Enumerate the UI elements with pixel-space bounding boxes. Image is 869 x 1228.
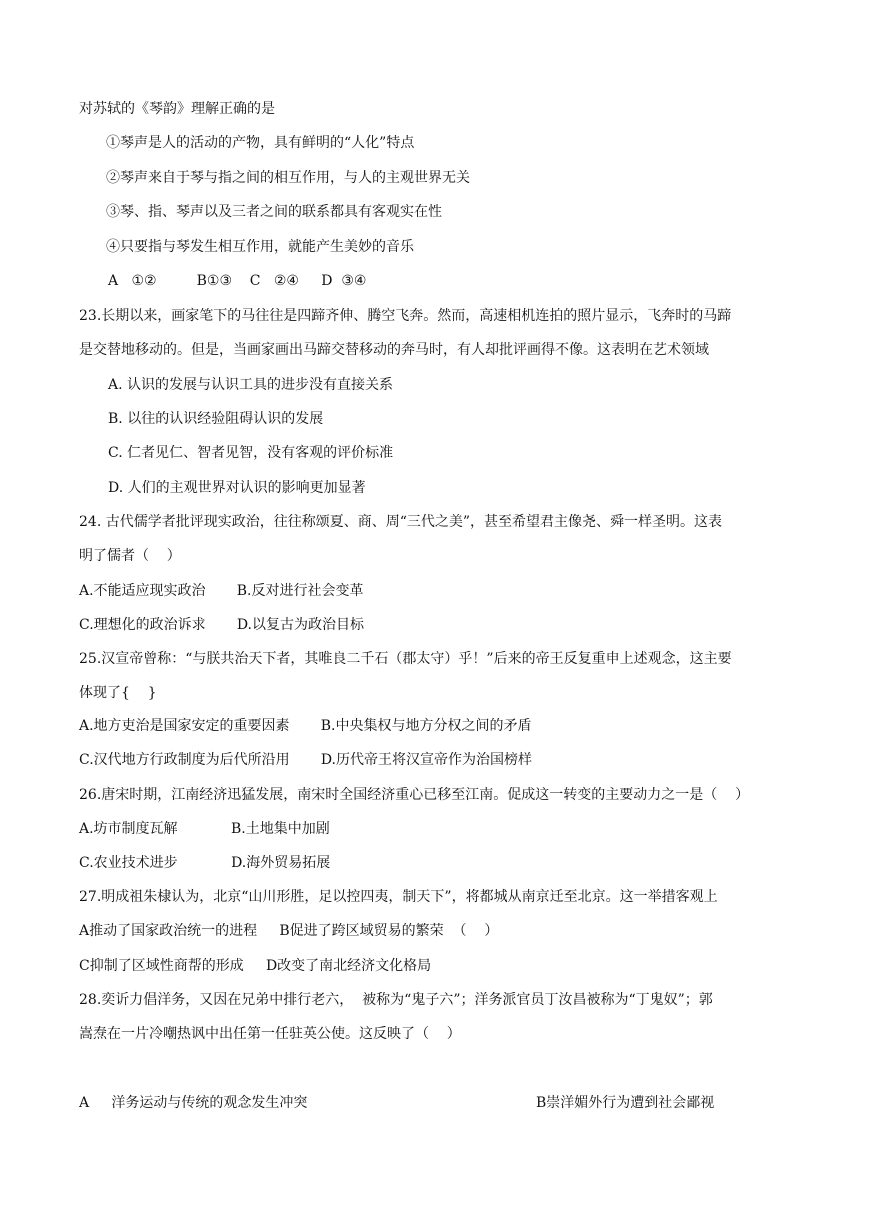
q25-stem-line2: 体现了{ } <box>79 685 157 701</box>
q23-option-b: B. 以往的认识经验阻碍认识的发展 <box>108 411 324 427</box>
q23-option-a: A. 认识的发展与认识工具的进步没有直接关系 <box>108 377 394 393</box>
q22-stem: 对苏轼的《琴韵》理解正确的是 <box>79 101 275 117</box>
q23-option-c: C. 仁者见仁、智者见智，没有客观的评价标准 <box>108 445 394 461</box>
q26-options-row1: A.坊市制度瓦解 B.土地集中加剧 <box>79 821 330 837</box>
q22-options: A ①② B①③ C ②④ D ③④ <box>108 273 367 289</box>
q27-options-row1: A推动了国家政治统一的进程 B促进了跨区域贸易的繁荣 （ ） <box>79 923 499 939</box>
q23-option-d: D. 人们的主观世界对认识的影响更加显著 <box>108 480 366 496</box>
q28-stem-line1: 28.奕䜣力倡洋务，又因在兄弟中排行老六， 被称为“鬼子六”；洋务派官员丁汝昌被称为“丁鬼奴”；郭 <box>79 992 713 1008</box>
q22-item-4: ④只要指与琴发生相互作用，就能产生美妙的音乐 <box>106 239 414 255</box>
q25-options-row1: A.地方吏治是国家安定的重要因素 B.中央集权与地方分权之间的矛盾 <box>79 718 532 734</box>
q28-option-b: B崇洋媚外行为遭到社会鄙视 <box>536 1095 715 1111</box>
q23-stem-line2: 是交替地移动的。但是，当画家画出马蹄交替移动的奔马时，有人却批评画得不像。这表明在艺术领域 <box>79 342 709 358</box>
q26-options-row2: C.农业技术进步 D.海外贸易拓展 <box>79 855 331 871</box>
q28-stem-line2: 嵩焘在一片冷嘲热讽中出任第一任驻英公使。这反映了（ ） <box>79 1026 461 1042</box>
q25-options-row2: C.汉代地方行政制度为后代所沿用 D.历代帝王将汉宣帝作为治国榜样 <box>79 752 532 768</box>
q28-option-a: A 洋务运动与传统的观念发生冲突 <box>79 1095 308 1111</box>
q27-options-row2: C抑制了区域性商帮的形成 D改变了南北经济文化格局 <box>79 958 432 974</box>
q24-options-row1: A.不能适应现实政治 B.反对进行社会变革 <box>79 583 364 599</box>
q22-item-1: ①琴声是人的活动的产物，具有鲜明的“人化”特点 <box>106 135 415 151</box>
q24-stem-line1: 24. 古代儒学者批评现实政治，往往称颂夏、商、周“三代之美”，甚至希望君主像尧、舜一样圣明。这表 <box>79 514 723 530</box>
q22-item-3: ③琴、指、琴声以及三者之间的联系都具有客观实在性 <box>106 204 442 220</box>
q24-options-row2: C.理想化的政治诉求 D.以复古为政治目标 <box>79 617 364 633</box>
q25-stem-line1: 25.汉宣帝曾称：“与朕共治天下者，其唯良二千石（郡太守）乎！”后来的帝王反复重申上述观念，这主要 <box>79 651 732 667</box>
q27-stem: 27.明成祖朱棣认为，北京“山川形胜，足以控四夷，制天下”，将都城从南京迁至北京。这一举措客观上 <box>79 889 718 905</box>
q26-stem: 26.唐宋时期，江南经济迅猛发展，南宋时全国经济重心已移至江南。促成这一转变的主要动力之一是（ ） <box>79 787 750 803</box>
q24-stem-line2: 明了儒者（ ） <box>79 548 181 564</box>
q22-item-2: ②琴声来自于琴与指之间的相互作用，与人的主观世界无关 <box>106 170 470 186</box>
q23-stem-line1: 23.长期以来，画家笔下的马往往是四蹄齐伸、腾空飞奔。然而，高速相机连拍的照片显示，飞奔时的马蹄 <box>79 308 732 324</box>
